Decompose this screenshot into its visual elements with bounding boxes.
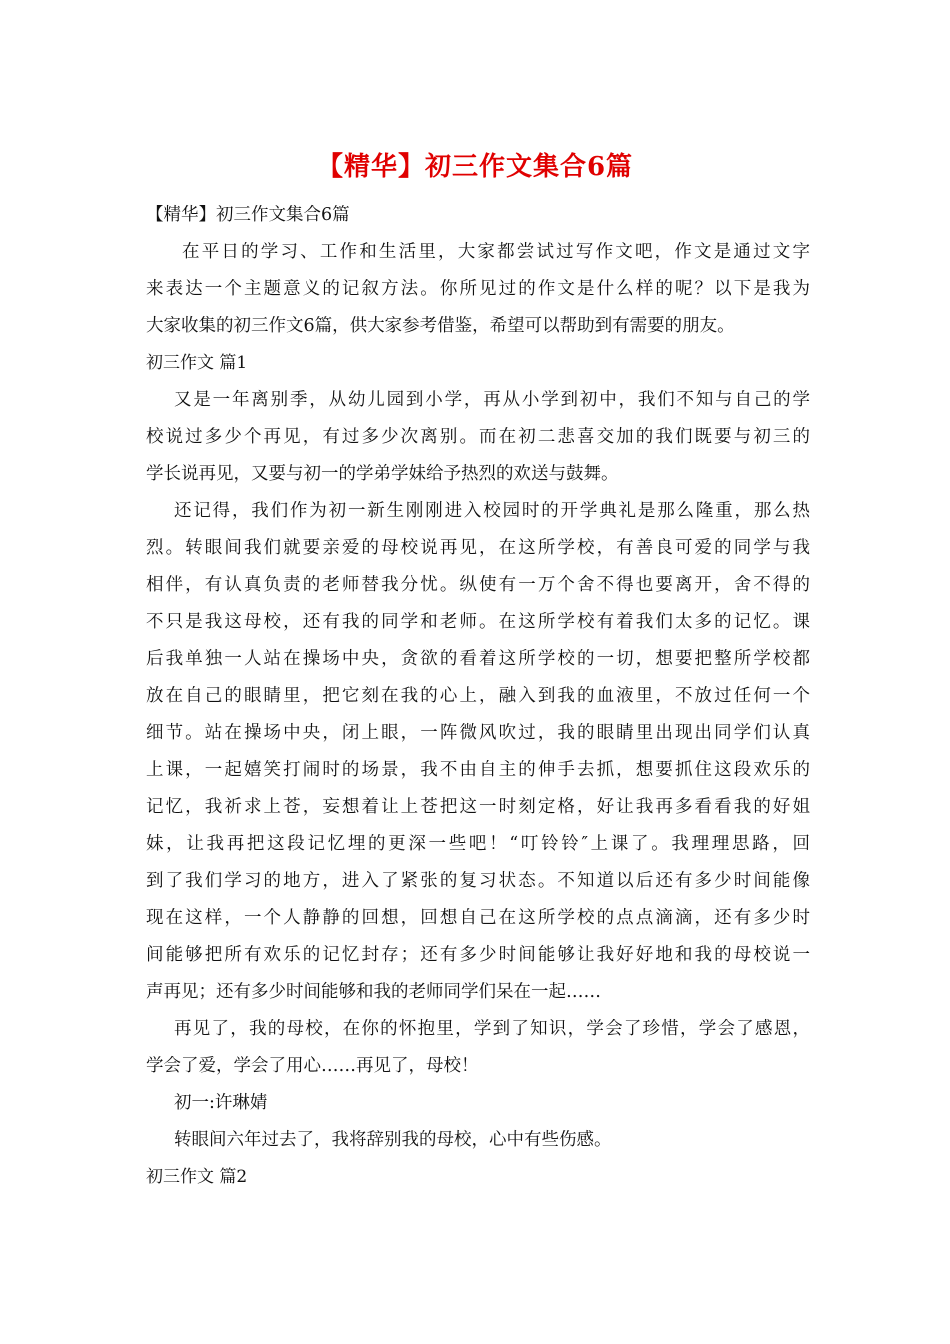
text-line: 相伴，有认真负责的老师替我分忧。纵使有一万个舍不得也要离开，舍不得的 [146,575,810,595]
text-line: 又是一年离别季，从幼儿园到小学，再从小学到初中，我们不知与自己的学 [174,390,810,410]
text-line: 烈。转眼间我们就要亲爱的母校说再见，在这所学校，有善良可爱的同学与我 [146,538,810,558]
text-line: 在平日的学习、工作和生活里，大家都尝试过写作文吧，作文是通过文字 [182,242,810,262]
text-line: 来表达一个主题意义的记叙方法。你所见过的作文是什么样的呢？以下是我为 [146,279,810,299]
text-line: 学长说再见，又要与初一的学弟学妹给予热烈的欢送与鼓舞。 [146,464,619,484]
text-line: 到了我们学习的地方，进入了紧张的复习状态。不知道以后还有多少时间能像 [146,871,810,891]
text-line: 再见了，我的母校，在你的怀抱里，学到了知识，学会了珍惜，学会了感恩， [174,1019,810,1039]
text-line: 记忆，我祈求上苍，妄想着让上苍把这一时刻定格，好让我再多看看我的好姐 [146,797,810,817]
document-subtitle: 【精华】初三作文集合6篇 [146,205,350,225]
text-line: 初一:许琳婧 [174,1093,268,1113]
text-line: 妹，让我再把这段记忆埋的更深一些吧！“叮铃铃″上课了。我理理思路，回 [146,834,810,854]
text-line: 初三作文 篇1 [146,353,248,373]
text-line: 细节。站在操场中央，闭上眼，一阵微风吹过，我的眼睛里出现出同学们认真 [146,723,810,743]
text-line: 初三作文 篇2 [146,1167,248,1187]
text-line: 转眼间六年过去了，我将辞别我的母校，心中有些伤感。 [174,1130,612,1150]
text-line: 大家收集的初三作文6篇，供大家参考借鉴，希望可以帮助到有需要的朋友。 [146,316,735,336]
text-line: 学会了爱，学会了用心……再见了，母校！ [146,1056,479,1076]
text-line: 后我单独一人站在操场中央，贪欲的看着这所学校的一切，想要把整所学校都 [146,649,810,669]
text-line: 不只是我这母校，还有我的同学和老师。在这所学校有着我们太多的记忆。课 [146,612,810,632]
text-line: 还记得，我们作为初一新生刚刚进入校园时的开学典礼是那么隆重，那么热 [174,501,810,521]
text-lines [146,234,810,1196]
text-line: 放在自己的眼睛里，把它刻在我的心上，融入到我的血液里，不放过任何一个 [146,686,810,706]
text-line: 校说过多少个再见，有过多少次离别。而在初二悲喜交加的我们既要与初三的 [146,427,810,447]
document-title: 【精华】初三作文集合6篇 [316,152,634,182]
text-line: 现在这样，一个人静静的回想，回想自己在这所学校的点点滴滴，还有多少时 [146,908,810,928]
document-body [146,197,810,1196]
text-line: 上课，一起嬉笑打闹时的场景，我不由自主的伸手去抓，想要抓住这段欢乐的 [146,760,810,780]
text-line: 间能够把所有欢乐的记忆封存；还有多少时间能够让我好好地和我的母校说一 [146,945,810,965]
text-line: 声再见；还有多少时间能够和我的老师同学们呆在一起…… [146,982,601,1002]
